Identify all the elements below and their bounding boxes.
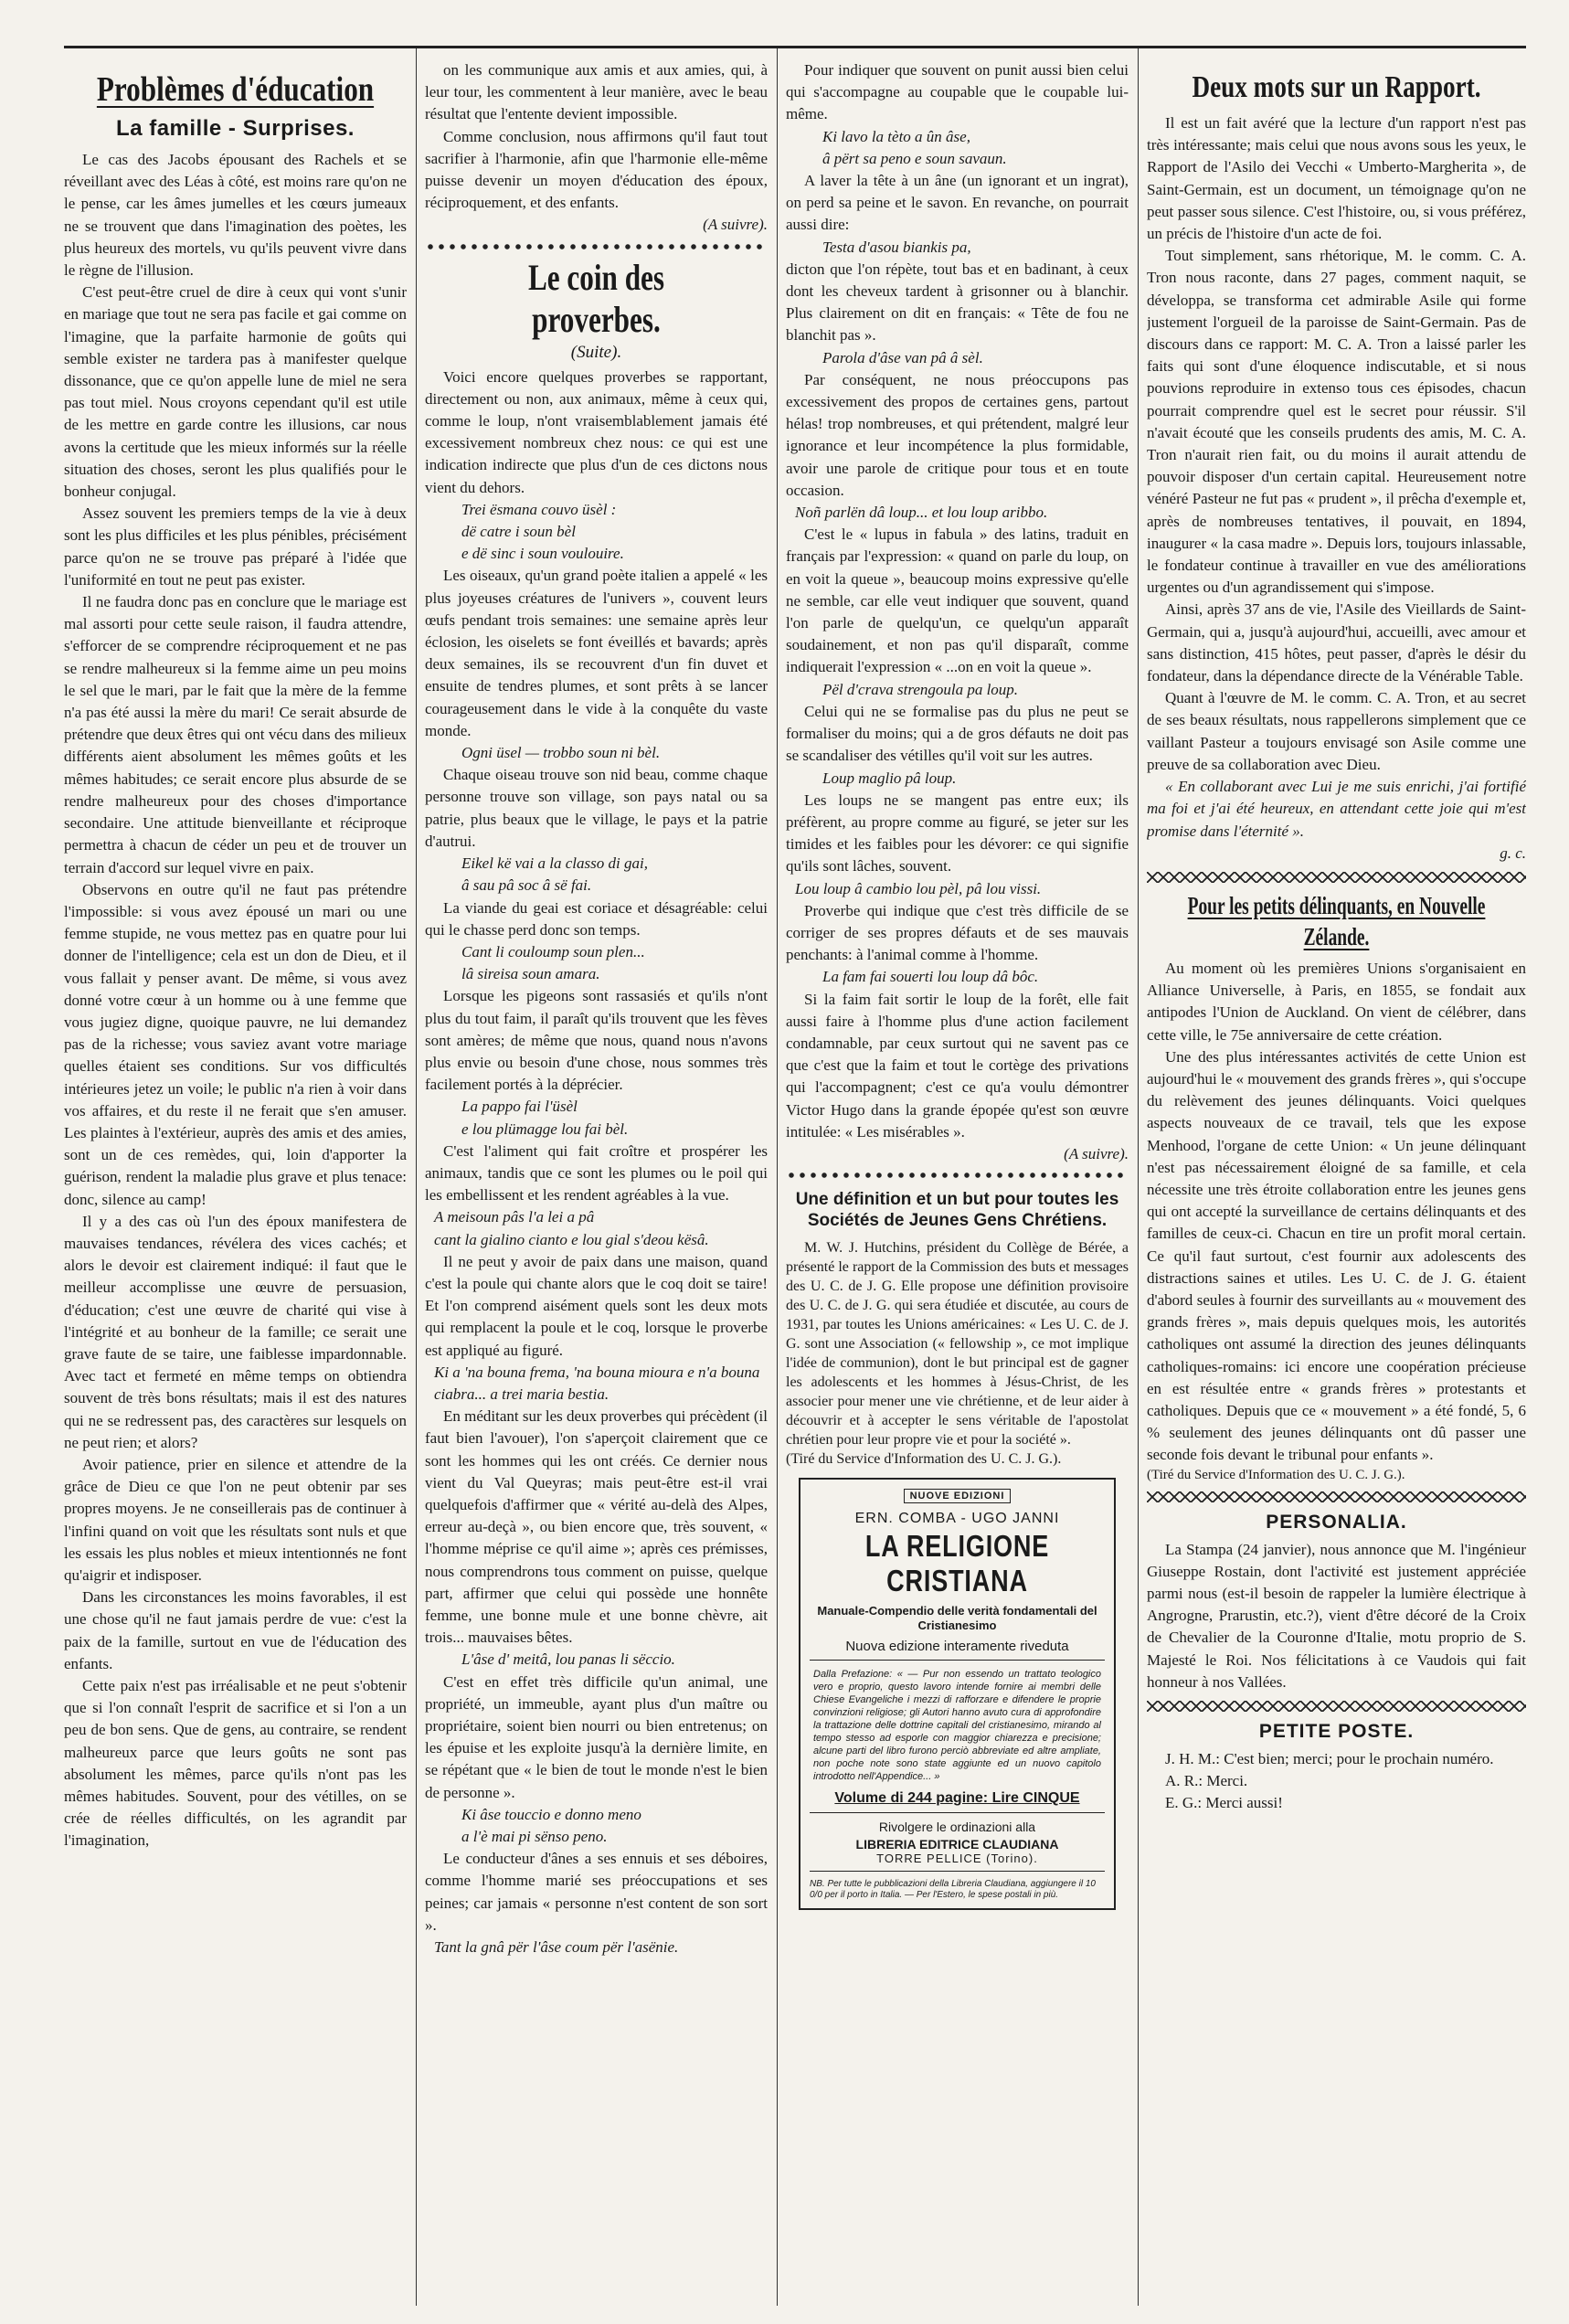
ad-volume-price: Volume di 244 pagine: Lire CINQUE (834, 1790, 1080, 1807)
article-body-proverbes (425, 366, 768, 1959)
proverb-line: Lou loup â cambio lou pèl, pâ lou vissi. (795, 879, 1042, 897)
ad-order-line: Rivolgere le ordinazioni alla (878, 1820, 1036, 1835)
ad-address: TORRE PELLICE (Torino). (876, 1852, 1038, 1866)
proverb-line: L'âse d' meitâ, lou panas li sëccio. (461, 1650, 675, 1669)
paragraph: C'est le « lupus in fabula » des latins, traduit en français par l'expression: « quand on parle du loup, on en voit la queue », beaucoup moins expressive qu'elle ne semble, car elle veut indiquer que souvent, quand l'on parle de quelqu'un, ce quelqu'un apparaît soudainement, et non pas qu'il disparaît, comme indiquerait l'expression « ...on en voit la queue ». (786, 525, 1129, 676)
paragraph: Il ne faudra donc pas en conclure que le mariage est mal assorti pour cette seule raison, il faudra attendre, s'efforcer de se comprendre réciproquement et ne pas se rendre malheureux si la femme aime un peu moins le sel que le mari, par le fait que la mère de la femme n'a pas été aussi la mère du mari! Ce serait absurde de prétendre que deux êtres qui ont vécu dans des milieux différents aient absolument les mêmes goûts et les mêmes habitudes; ce serait encore plus absurde de se rendre malheureux pour des choses d'importance secondaire. Une attitude bienveillante et réciproque permettra à chacun de céder un peu et de trouver un terrain d'accord sur lequel vivre en paix. (64, 593, 407, 876)
article-signature: g. c. (1500, 844, 1526, 862)
article-body-delinquants (1147, 958, 1526, 1467)
article-title-definition: Une définition et un but pour toutes les Sociétés de Jeunes Gens Chrétiens. (795, 1190, 1119, 1231)
ad-subtitle: Manuale-Compendio delle verità fondamentali del Cristianesimo (817, 1604, 1097, 1633)
paragraph: Par conséquent, ne nous préoccupons pas excessivement des propos de certaines gens, partout hélas! trop nombreuses, et qui prétendent, malgré leur ignorance et leur incompétence la plus formidable, avoir une parole de critique pour tous et en toute occasion. (786, 370, 1129, 499)
paragraph: A. R.: Merci. (1165, 1772, 1248, 1790)
paragraph: Cette paix n'est pas irréalisable et ne peut s'obtenir que si l'on connaît l'esprit de sacrifice et si l'on a un peu de bon sens. Que de gens, au contraire, se rendent malheureux parce que leurs goûts ne sont pas absolument les mêmes, parce qu'ils n'ont pas les mêmes habitudes. Souvent, pour des vétilles, on se crée de réelles difficultés, on les agrandit par l'imagination, (64, 1677, 407, 1850)
paragraph: Le cas des Jacobs épousant des Rachels et se réveillant avec des Léas à côté, est moins rare qu'on ne le pense, car les âmes jumelles et les cœurs jumeaux ne se trouvent que dans l'imagination des poètes, les plus heureux des mortels, vu qu'ils peuvent vivre dans le règne de l'illusion. (64, 151, 407, 280)
proverb-line: e dë sinc i soun voulouire. (461, 545, 624, 563)
book-advertisement (799, 1478, 1116, 1910)
proverb-line: Ki lavo la tèto a ûn âse, (822, 127, 970, 145)
article-body-definition: M. W. J. Hutchins, président du Collège de Bérée, a présenté le rapport de la Commission des buts et messages des U. C. de J. G. Elle propose une définition provisoire des U. C. de J. G. qui sera étudiée et discutée, au cours de 1931, par toutes les Unions américaines: « Les U. C. de J. G. sont une Association (« fellowship », ce mot implique l'idée de communion), dont le but principal est de gagner les adolescents et les hommes à Jésus-Christ, de les associer pour mener une vie chrétienne, et de leur aider à découvrir et à accepter le sens véritable de l'apostolat chrétien pour leur propre vie et pour la société ». (786, 1240, 1129, 1449)
proverb-line: â përt sa peno e soun savaun. (822, 149, 1007, 167)
proverb-line: Loup maglio pâ loup. (822, 769, 957, 787)
proverb-line: e lou plümagge lou fai bèl. (461, 1120, 629, 1138)
newspaper-page (64, 46, 1526, 2306)
ornament-divider (1147, 872, 1526, 883)
paragraph: Chaque oiseau trouve son nid beau, comme chaque personne trouve son village, son pays natal ou sa patrie, plus beaux que le village, le pays et la patrie d'autrui. (425, 766, 768, 850)
article-title-delinquants: Pour les petits délinquants, en Nouvelle Zélande. (1187, 891, 1486, 950)
article-body-personalia (1147, 1539, 1526, 1693)
section-title-petite-poste: PETITE POSTE. (1258, 1721, 1415, 1742)
ad-edition: Nuova edizione interamente riveduta (845, 1639, 1069, 1655)
ornament-divider (786, 1171, 1129, 1180)
proverb-line: Cant li couloump soun plen... (461, 942, 645, 960)
paragraph: Une des plus intéressantes activités de cette Union est aujourd'hui le « mouvement des grands frères », qui s'occupe du relèvement des jeunes délinquants. Voici quelques aspects nouveaux de ce travail, tels que les expose Menhood, l'organe de cette Union: « Un jeune délinquant n'est pas nécessairement éloigné de sa famille, et cela nécessite une très étroite collaboration entre les jeunes gens qui ont accepté la surveillance de certains délinquants et des familles de ceux-ci. Chacun en tire un profit moral certain. Ce qu'il faut surtout, c'est fournir aux adolescents des distractions saines et utiles. Les U. C. de J. G. étaient d'abord seules à fournir des surveillants au « mouvement des grands frères », mais depuis quelques mois, les autorités catholiques ont assumé la direction des jeunes délinquants catholiques-romains: ici encore une coopération précieuse en est résultée entre « grands frères » protestants et catholiques. Depuis que ce « mouvement » a été fondé, 5, 6 % seulement des jeunes délinquants ont dû passer une seconde fois devant le tribunal pour enfants ». (1147, 1047, 1526, 1464)
paragraph: Il y a des cas où l'un des époux manifestera de mauvaises tendances, révélera des vices cachés; et alors le devoir est clairement indiqué: il faut que le meilleur accomplisse une œuvre de persuasion, d'éducation; c'est une œuvre de charité qui vise à l'intégrité et au bonheur de la famille; ce serait une grave faute de se taire, une faiblesse impardonnable. Avec tact et fermeté en même temps on obtiendra souvent de très bons résultats; mais il est des natures qui ne se redressent pas, des caractères sur lesquels on ne peut rien; et alors? (64, 1212, 407, 1451)
paragraph: J. H. M.: C'est bien; merci; pour le prochain numéro. (1165, 1750, 1494, 1767)
paragraph: dicton que l'on répète, tout bas et en badinant, à ceux dont les cheveux tardent à grisonner ou à blanchir. Plus clairement on dit en français: « Tête de fou ne blanchit pas ». (786, 260, 1129, 345)
continued-note: (A suivre). (1064, 1144, 1129, 1162)
paragraph: En méditant sur les deux proverbes qui précèdent (il faut bien l'avouer), l'on s'aperçoit clairement que ce sont les hommes qui les ont créés. Ce dernier nous vient du Val Queyras; mais peut-être est-il vrai quelquefois d'affirmer que « vérité au-delà des Alpes, erreur au-deçà », ou bien encore que, très souvent, « l'homme méprise ce qu'il aime »; après ces prémisses, nous comprendrons tous comment on puisse, quelque part, affirmer que celui qui possède une honnête femme, une bonne mule et une bonne chèvre, ait trois... mauvaises bêtes. (425, 1407, 768, 1647)
ornament-divider (425, 242, 768, 251)
column-rule (416, 48, 417, 2306)
paragraph: A laver la tête à un âne (un ignorant et un ingrat), on perd sa peine et le savon. En revanche, on pourrait aussi dire: (786, 172, 1129, 234)
proverb-line: Ki âse touccio e donno meno (461, 1805, 641, 1823)
paragraph: Il ne peut y avoir de paix dans une maison, quand c'est la poule qui chante alors que le coq doit se taire! Et l'on comprend aisément quels sont les deux mots qui remplacent la poule et le coq, lorsque le proverbe est appliqué au figuré. (425, 1252, 768, 1359)
paragraph: Si la faim fait sortir le loup de la forêt, elle fait aussi faire à l'homme plus d'une action facilement condamnable, par ceux surtout qui ne savent pas ce que c'est que la faim et tout le cortège des privations qui l'accompagnent; c'est ce qu'a voulu démontrer Victor Hugo dans la grande épopée qu'est son œuvre intitulée: « Les misérables ». (786, 990, 1129, 1141)
proverb-line: Ogni üsel — trobbo soun ni bèl. (461, 744, 661, 762)
paragraph: C'est l'aliment qui fait croître et prospérer les animaux, tandis que ce sont les plumes ou le poil qui les embellissent et les rendent agréables à la vue. (425, 1141, 768, 1204)
paragraph: Comme conclusion, nous affirmons qu'il faut tout sacrifier à l'harmonie, afin que l'harmonie elle-même puisse devenir un moyen d'éducation des époux, réciproquement, et des enfants. (425, 127, 768, 212)
ad-tag: NUOVE EDIZIONI (904, 1489, 1012, 1503)
paragraph: Les loups ne se mangent pas entre eux; ils préfèrent, au propre comme au figuré, se jeter sur les timides et les faibles pour les dévorer: ce qui signifie qu'ils sont lâches, souvent. (786, 791, 1129, 875)
source-note: (Tiré du Service d'Information des U. C. J. G.). (1147, 1467, 1405, 1482)
ad-nb: NB. Per tutte le pubblicazioni della Libreria Claudiana, aggiungere il 10 0/0 per il porto in Italia. — Per l'Estero, le spese postali in più. (810, 1879, 1096, 1901)
proverb-line: Noñ parlën dâ loup... et lou loup aribbo. (795, 504, 1048, 522)
ornament-divider (1147, 1491, 1526, 1502)
article-body-petite-poste (1147, 1748, 1526, 1815)
proverb-line: A meisoun pâs l'a lei a pâ (434, 1208, 595, 1226)
paragraph: Avoir patience, prier en silence et attendre de la grâce de Dieu ce que l'on ne peut obtenir par ses propres moyens. Je ne conseillerais pas de continuer à l'infini quand on voit que les résultats sont nuls et que les essais les plus nobles et mieux intentionnés ne font qu'aigrir et indisposer. (64, 1455, 407, 1584)
article-title-rapport: Deux mots sur un Rapport. (1192, 70, 1481, 104)
proverb-line: Trei ësmana couvo üsèl : (461, 500, 617, 518)
proverb-line: Ki a 'na bouna frema, 'na bouna mioura e n'a bouna ciabra... a trei maria bestia. (434, 1363, 760, 1403)
paragraph: Celui qui ne se formalise pas du plus ne peut se formaliser du moins; qui a de gros défauts ne doit pas se scandaliser des vétilles qu'il voit sur les autres. (786, 702, 1129, 765)
paragraph: Le conducteur d'ânes a ses ennuis et ses déboires, comme l'homme marié ses préoccupations et ses peines; car jamais « personne n'est content de son sort ». (425, 1850, 768, 1934)
paragraph: Les oiseaux, qu'un grand poète italien a appelé « les plus joyeuses créatures de l'univers », couvent leurs œufs pendant trois semaines: une semaine après leur éclosion, les oiselets se font éveillés et bavards; après deux semaines, ils se recouvrent d'un fin duvet et ensuite de tendres plumes, et sont prêts à se lancer courageusement dans le vide à la conquête du vaste monde. (425, 567, 768, 739)
ad-authors: ERN. COMBA - UGO JANNI (854, 1511, 1060, 1527)
column-1 (64, 59, 407, 2303)
paragraph: Proverbe qui indique que c'est très difficile de se corriger de ses propres défauts et de ses mauvais penchants: à l'animal comme à l'homme. (786, 901, 1129, 964)
proverb-line: Tant la gnâ për l'âse coum për l'asënie. (434, 1938, 679, 1957)
proverb-line: Pël d'crava strengoula pa loup. (822, 680, 1019, 698)
paragraph: Assez souvent les premiers temps de la vie à deux sont les plus difficiles et les plus pénibles, précisément parce qu'on ne se trouve pas préparé à l'idée que l'uniformité en tout ne peut pas exister. (64, 504, 407, 589)
paragraph: Observons en outre qu'il ne faut pas prétendre l'impossible: si vous avez épousé un mari ou une femme stupide, ne vous mettez pas en quatre pour lui donner de l'intelligence; cela est un don de Dieu, et il vous fallait y penser avant. De même, si vous avez donné votre cœur à un homme ou à une femme que vous jugiez digne, quoique pauvre, ne lui demandez pas de la richesse; vous saviez avant votre mariage quelles étaient ses conditions. Sur vos difficultés intérieures jetez un voile; le public n'a rien à voir dans vos affaires, et du reste il ne ferait que s'en amuser. Les plaintes à l'extérieur, auprès des amis et des amies, sont un de ces remèdes, qui, loin d'apporter la guérison, rendent la maladie plus grave et plus tenace: donc, silence au camp! (64, 880, 407, 1208)
proverb-line: a l'è mai pi sënso peno. (461, 1828, 608, 1846)
ornament-divider (1147, 1701, 1526, 1712)
paragraph: C'est peut-être cruel de dire à ceux qui vont s'unir en mariage que tout ne sera pas facile et gai comme on l'imagine, que la parfaite harmonie de goûts qui semble exister ne tardera pas à manifester quelque dissonance, que ce qu'on appelle lune de miel ne sera pas tout miel. Nous croyons cependant qu'il est utile de les mettre en garde contre les illusions, car nous avons la certitude que les mieux informés sur la réelle situation des choses, seront les plus qualifiés pour le bonheur conjugal. (64, 283, 407, 501)
proverb-line: Parola d'âse van pâ â sèl. (822, 348, 983, 366)
article-continuation-education (425, 59, 768, 214)
paragraph: Quant à l'œuvre de M. le comm. C. A. Tron, et au secret de ses beaux résultats, nous rappellerons simplement que ce vaillant Pasteur a toujours envisagé son Asile comme une preuve de sa collaboration avec Dieu. (1147, 689, 1526, 773)
paragraph: Dans les circonstances les moins favorables, il est une chose qu'il ne faut jamais perdre de vue: c'est la paix de la famille, surtout en vue de l'éducation des enfants. (64, 1588, 407, 1672)
continued-note: (A suivre). (703, 216, 768, 234)
article-title-proverbes: Le coin des proverbes. (527, 256, 665, 340)
proverb-line: â sau pâ soc â së fai. (461, 876, 592, 895)
ad-publisher: LIBRERIA EDITRICE CLAUDIANA (855, 1837, 1059, 1852)
column-3 (786, 59, 1129, 2303)
proverb-line: La pappo fai l'üsèl (461, 1098, 578, 1116)
article-body-education (64, 149, 407, 1852)
paragraph: on les communique aux amis et aux amies, qui, à leur tour, les commentent à leur manière, avec le beau résultat que l'entente devient impossible. (425, 61, 768, 123)
paragraph: Tout simplement, sans rhétorique, M. le comm. C. A. Tron nous raconte, dans 27 pages, comment naquit, se développa, se transforma cet admirable Asile qui forme justement l'orgueil de la paroisse de Saint-Germain. Pas de discours dans ce rapport: M. C. A. Tron a laissé parler les faits qui sont d'une éloquence indiscutable, et si nous pouvions reproduire in extenso tous ces épisodes, chacun pourrait comprendre quel est le secret pour réussir. S'il n'avait écouté que les conseils prudents des amis, M. C. A. Tron n'aurait rien fait, ou du moins il aurait attendu de pouvoir disposer d'un certain capital. Heureusement notre vénéré Pasteur ne fut pas « prudent », il prêcha d'exemple et, après de nombreuses tentatives, il pouvait, en 1894, inaugurer « la casa madre ». Depuis lors, toujours inlassable, le fondateur continue à travailler en vue des améliorations urgentes ou d'un agrandissement qui s'impose. (1147, 247, 1526, 597)
proverb-line: Testa d'asou biankis pa, (822, 238, 971, 256)
proverb-line: dë catre i soun bèl (461, 523, 576, 541)
article-body-proverbes-cont (786, 59, 1129, 1143)
paragraph: La Stampa (24 janvier), nous annonce que M. l'ingénieur Giuseppe Rostain, dont l'activité est justement appréciée parmi nous (est-il besoin de rappeler la lumière électrique à Angrogne, Prarustin, etc.?), vient d'être décoré de la Croix de Chevalier de la Couronne d'Italie, motu proprio de S. Majesté le Roi. Nos félicitations à ce Vaudois qui fait honneur à nos Vallées. (1147, 1540, 1526, 1691)
paragraph: Au moment où les premières Unions s'organisaient en Alliance Universelle, à Paris, en 1855, se fondait aux antipodes l'Union de Auckland. On vient de célébrer, dans cette ville, le 75e anniversaire de cette création. (1147, 959, 1526, 1044)
column-2 (425, 59, 768, 2303)
paragraph: Pour indiquer que souvent on punit aussi bien celui qui s'accompagne au coupable que le coupable lui-même. (786, 61, 1129, 123)
paragraph: La viande du geai est coriace et désagréable: celui qui le chasse perd donc son temps. (425, 898, 768, 939)
column-rule (777, 48, 778, 2306)
article-subtitle-suite: (Suite). (570, 342, 622, 362)
ad-preface: Dalla Prefazione: « — Pur non essendo un trattato teologico vero e proprio, questo lavoro intende fornire ai membri delle Chiese Evangeliche i mezzi di rafforzare e difendere le proprie convinzioni religiose; gli Autori hanno avuto cura di approfondire la trattazione delle dottrine capitali del cristianesimo, mirando al tempo stesso ad esporle con maggior chiarezza e precisione; alcune parti del libro furono perciò abbreviate ed altre ampliate, non poche note sono state aggiunte ed un nuovo capitolo introdotto nell'Appendice... » (813, 1669, 1101, 1783)
ad-book-title: LA RELIGIONE CRISTIANA (864, 1529, 1050, 1598)
source-note: (Tiré du Service d'Information des U. C. J. G.). (786, 1451, 1062, 1468)
paragraph: Voici encore quelques proverbes se rapportant, directement ou non, aux animaux, même à ceux qui, comme le loup, n'ont vraisemblablement jamais été excessivement nombreux chez nous: ce qui est une indication indirecte que plus d'un de ces dictons nous vient du dehors. (425, 367, 768, 496)
proverb-line: cant la gialino cianto e lou gial s'deou kësâ. (434, 1230, 709, 1248)
proverb-line: La fam fai souerti lou loup dâ bôc. (822, 968, 1039, 986)
article-subtitle-famille: La famille - Surprises. (116, 116, 355, 141)
proverb-line: Eikel kë vai a la classo di gai, (461, 854, 648, 873)
column-rule (1138, 48, 1139, 2306)
section-title-personalia: PERSONALIA. (1266, 1511, 1407, 1533)
article-title-education: Problèmes d'éducation (96, 70, 375, 109)
paragraph: Lorsque les pigeons sont rassasiés et qu'ils n'ont plus du tout faim, il paraît qu'ils trouvent que les fèves sont amères; de même que nous, quand nous n'avons plus envie ou besoin d'une chose, nous sommes très facilement portés à la déprécier. (425, 987, 768, 1094)
proverb-line: lâ sireisa soun amara. (461, 965, 600, 983)
paragraph: Il est un fait avéré que la lecture d'un rapport n'est pas très intéressante; mais celui que nous avons sous les yeux, le Rapport de l'Asilo dei Vecchi « Umberto-Margherita », de Saint-Germain, est un document, un témoignage qu'on ne peut passer sous silence. C'est l'histoire, ou, si vous préférez, un précis de l'histoire d'un acte de foi. (1147, 114, 1526, 243)
paragraph: E. G.: Merci aussi! (1165, 1794, 1283, 1812)
column-4 (1147, 59, 1526, 2303)
paragraph: Ainsi, après 37 ans de vie, l'Asile des Vieillards de Saint-Germain, qui a, jusqu'à aujourd'hui, accueilli, avec amour et sans distinction, 415 hôtes, peut passer, d'après le désir du fondateur, dans la dépendance directe de la Vénérable Table. (1147, 600, 1526, 685)
paragraph: C'est en effet très difficile qu'un animal, une propriété, un immeuble, ayant plus d'un maître ou propriétaire, soient bien nourri ou bien entretenus; on les épuise et les exploite jusqu'à la dernière limite, en se répétant que « le bien de tout le monde n'est le bien de personne ». (425, 1672, 768, 1801)
paragraph: « En collaborant avec Lui je me suis enrichi, j'ai fortifié ma foi et j'ai été heureux, en attendant cette joie qui m'est promise dans l'éternité ». (1147, 778, 1526, 840)
article-body-rapport (1147, 112, 1526, 843)
